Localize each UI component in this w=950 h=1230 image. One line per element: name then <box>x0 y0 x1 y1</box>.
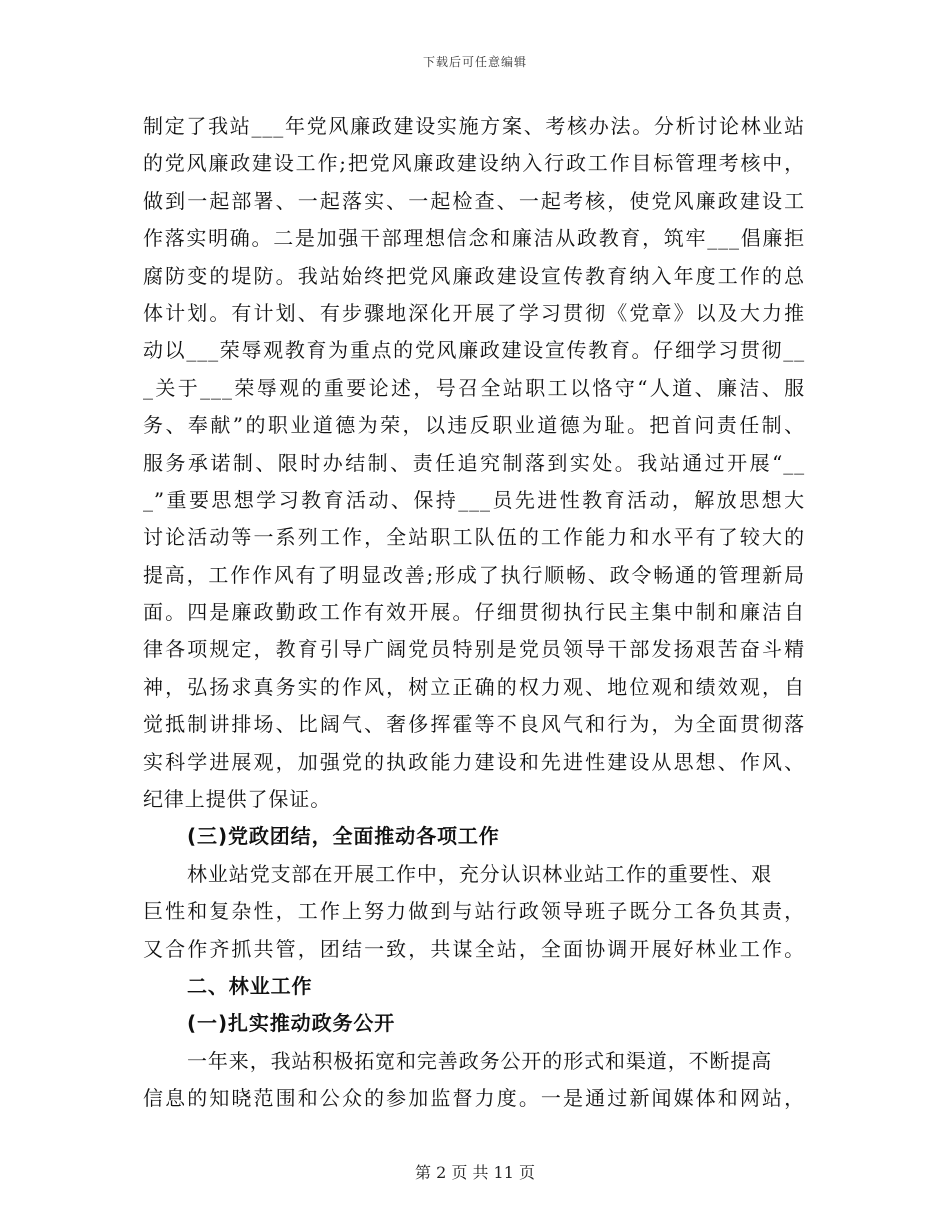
text-line: 腐防变的堤防。我站始终把党风廉政建设宣传教育纳入年度工作的总 <box>143 263 805 288</box>
document-body <box>143 108 805 1118</box>
text-line: 作落实明确。二是加强干部理想信念和廉洁从政教育，筑牢___倡廉拒 <box>143 226 805 251</box>
text-line: 做到一起部署、一起落实、一起检查、一起考核，使党风廉政建设工 <box>143 188 805 213</box>
text-line: 巨性和复杂性，工作上努力做到与站行政领导班子既分工各负其责， <box>143 899 805 924</box>
text-line: 神，弘扬求真务实的作风，树立正确的权力观、地位观和绩效观，自 <box>143 674 805 699</box>
text-line: 动以___荣辱观教育为重点的党风廉政建设宣传教育。仔细学习贯彻__ <box>143 338 805 363</box>
text-line: 服务承诺制、限时办结制、责任追究制落到实处。我站通过开展“__ <box>143 450 805 475</box>
text-line: _关于___荣辱观的重要论述，号召全站职工以恪守“人道、廉洁、服 <box>143 375 805 400</box>
text-line: 讨论活动等一系列工作，全站职工队伍的工作能力和水平有了较大的 <box>143 525 805 550</box>
text-line: 觉抵制讲排场、比阔气、奢侈挥霍等不良风气和行为，为全面贯彻落 <box>143 712 805 737</box>
text-line: 又合作齐抓共管，团结一致，共谋全站，全面协调开展好林业工作。 <box>143 936 805 961</box>
text-line: 信息的知晓范围和公众的参加监督力度。一是通过新闻媒体和网站， <box>143 1086 805 1111</box>
text-line: 实科学进展观，加强党的执政能力建设和先进性建设从思想、作风、 <box>143 749 805 774</box>
section-heading: (三)党政团结，全面推动各项工作 <box>187 824 500 849</box>
text-line: _”重要思想学习教育活动、保持___员先进性教育活动，解放思想大 <box>143 487 805 512</box>
text-line: 体计划。有计划、有步骤地深化开展了学习贯彻《党章》以及大力推 <box>143 300 805 325</box>
header-note: 下载后可任意编辑 <box>422 55 527 69</box>
text-line: 面。四是廉政勤政工作有效开展。仔细贯彻执行民主集中制和廉洁自 <box>143 600 805 625</box>
section-heading: (一)扎实推动政务公开 <box>187 1011 396 1036</box>
text-line: 律各项规定，教育引导广阔党员特别是党员领导干部发扬艰苦奋斗精 <box>143 637 805 662</box>
section-heading: 二、林业工作 <box>187 973 313 998</box>
text-line: 制定了我站___年党风廉政建设实施方案、考核办法。分析讨论林业站 <box>143 114 805 138</box>
text-line: 一年来，我站积极拓宽和完善政务公开的形式和渠道，不断提高 <box>187 1048 773 1073</box>
text-line: 纪律上提供了保证。 <box>143 787 332 812</box>
text-line: 的党风廉政建设工作;把党风廉政建设纳入行政工作目标管理考核中， <box>143 151 805 176</box>
text-line: 提高，工作作风有了明显改善;形成了执行顺畅、政令畅通的管理新局 <box>143 562 805 587</box>
text-line: 务、奉献”的职业道德为荣，以违反职业道德为耻。把首问责任制、 <box>143 413 805 438</box>
text-line: 林业站党支部在开展工作中，充分认识林业站工作的重要性、艰 <box>187 861 773 886</box>
page-footer: 第 2 页 共 11 页 <box>415 1163 535 1182</box>
